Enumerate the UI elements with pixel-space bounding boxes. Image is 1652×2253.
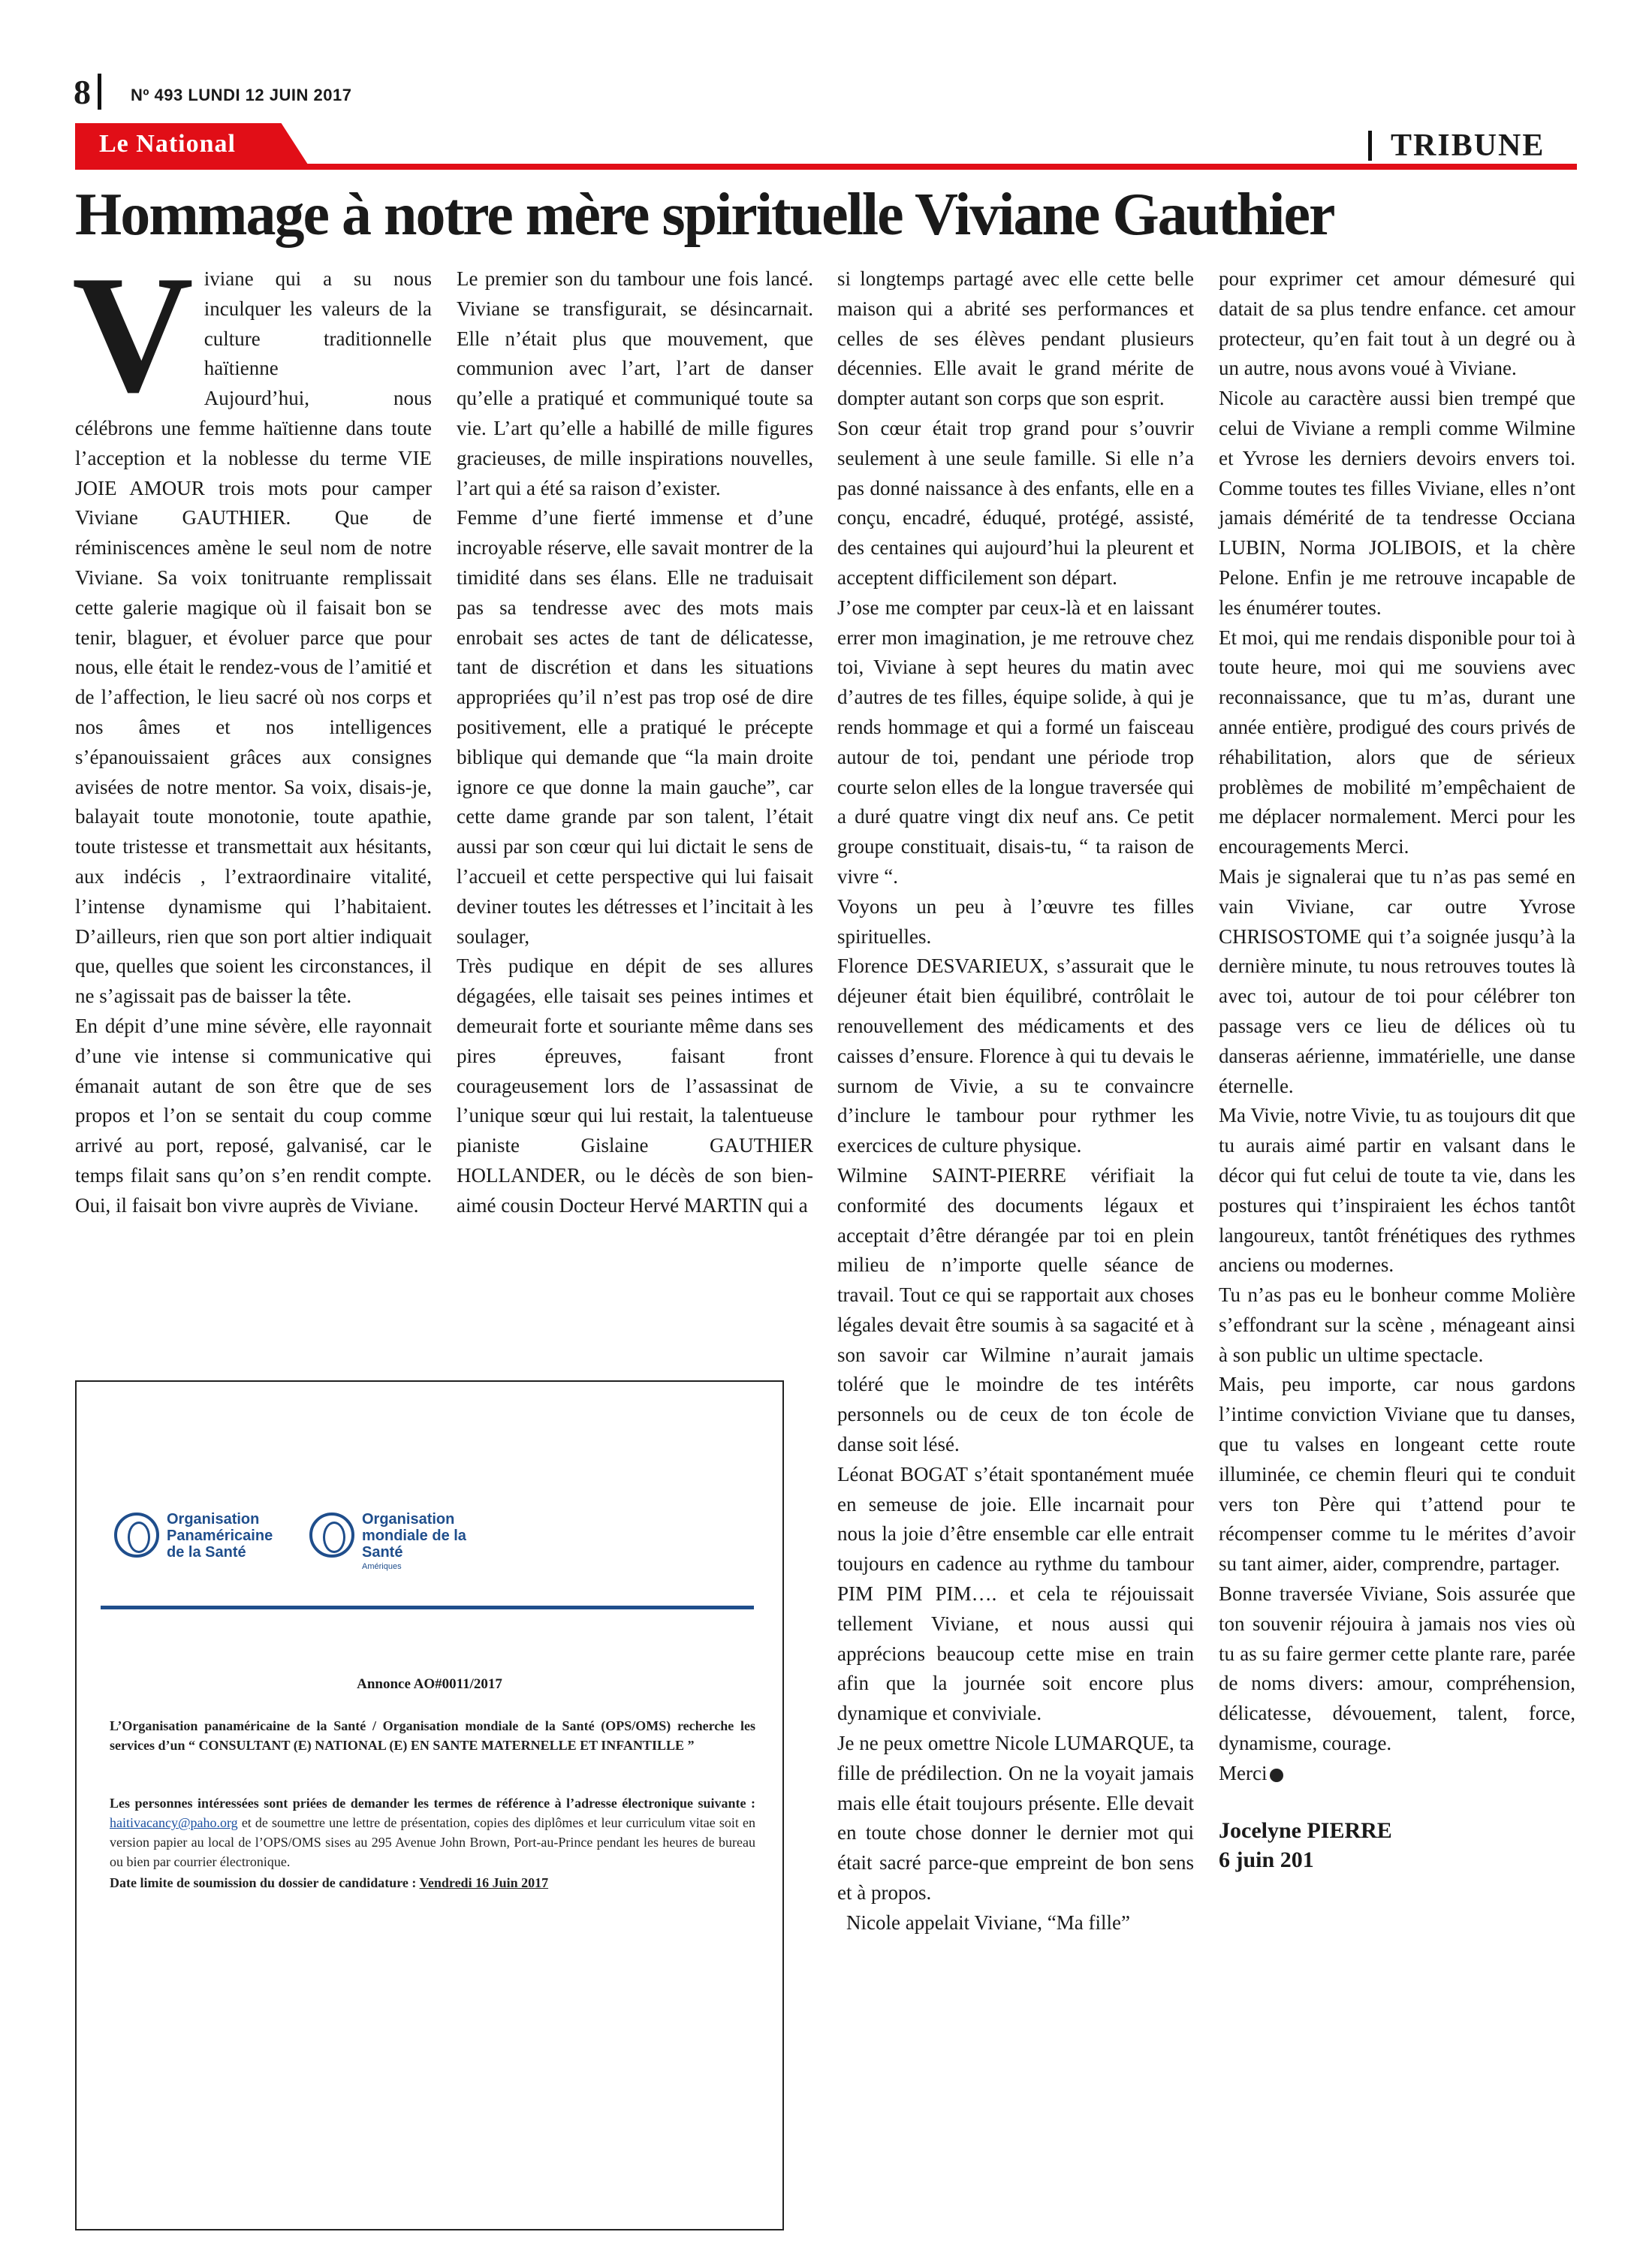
paragraph: iviane qui a su nous inculquer les valeurs de la culture traditionnelle haïtienne [203,267,432,380]
closing-word: Merci [1219,1761,1268,1784]
header-rule [75,164,1577,170]
issue-info: Nº 493 LUNDI 12 JUIN 2017 [131,86,352,104]
job-advertisement [75,1380,784,2230]
newspaper-name: Le National [99,130,236,158]
paragraph: Bonne traversée Viviane, Sois assurée que ton souvenir réjouira à jamais nos vies où tu as su faire germer cette plante rare, parée de noms divers: amour, compréhension, délicatesse, dévouement, talent, force, dynamisme, courage. [1219,1582,1575,1755]
paragraph: Voyons un peu à l’œuvre tes filles spirituelles. [837,894,1194,948]
paragraph: Tu n’as pas eu le bonheur comme Molière s’effondrant sur la scène , ménageant ainsi à son public un ultime spectacle. [1219,1283,1575,1366]
paragraph: Ma Vivie, notre Vivie, tu as toujours dit que tu aurais aimé partir en valsant dans le décor qui fut celui de toute ta vie, dans les postures qui t’inspiraient les échos tantôt langoureux, tantôt frénétiques des rythmes anciens ou modernes. [1219,1104,1575,1277]
who-emblem-icon [309,1513,354,1558]
ad-rule [101,1606,754,1609]
section-name: TRIBUNE [1391,128,1545,163]
page-number-divider [98,74,101,110]
paragraph: J’ose me compter par ceux-là et en laissant errer mon imagination, je me retrouve chez toi, Viviane à sept heures du matin avec d’autres de tes filles, équipe solide, à qui je rends hommage et qui a formé un faisceau autour de toi, pendant une période trop courte selon elles de la longue traversée qui a duré quatre vingt dix neuf ans. Ce petit groupe constituait, disais-tu, “ ta raison de vivre “. [837,596,1194,888]
paragraph: Nicole au caractère aussi bien trempé que celui de Viviane a rempli comme Wilmine et Yvrose les derniers devoirs envers toi. Comme toutes tes filles Viviane, elles n’ont jamais démérité de ta tendresse Occiana LUBIN, Norma JOLIBOIS, et la chère Pelone. Enfin je me retrouve incapable de les énumérer toutes. [1219,387,1575,619]
ad-reference: Annonce AO#0011/2017 [357,1676,502,1692]
ad-deadline-date: Vendredi 16 Juin 2017 [419,1875,549,1890]
paragraph: Léonat BOGAT s’était spontanément muée en semeuse de joie. Elle incarnait pour nous la joie d’être ensemble car elle entrait toujours en cadence au rythme du tambour PIM PIM PIM…. et cela te réjouissait tellement Viviane, et nous aussi qui apprécions beaucoup cette mise en train afin que la journée soit encore plus dynamique et conviviale. [837,1462,1194,1725]
paragraph: Mais, peu importe, car nous gardons l’intime conviction Viviane que tu danses, que tu valses en longeant cette route illuminée, ce chemin fleuri qui te conduit vers ton Père qui t’attend pour te récompenser comme tu le mérites d’avoir su tant aimer, aider, comprendre, partager. [1219,1373,1575,1576]
paragraph: Femme d’une fierté immense et d’une incroyable réserve, elle savait montrer de la timidité dans ses élans. Elle ne traduisait pas sa tendresse avec des mots mais enrobait ses actes de tant de délicatesse, tant de discrétion et dans les situations appropriées qu’il n’est pas trop osé de dire positivement, elle a pratiqué le précepte biblique qui demande que “la main droite ignore ce que donne la main gauche”, car cette dame grande par son talent, l’était aussi par son cœur qui lui dictait le sens de l’accueil et cette perspective qui lui faisait deviner toutes les détresses et l’incitait à les soulager, [457,506,813,948]
paragraph: Son cœur était trop grand pour s’ouvrir seulement à une seule famille. Si elle n’a pas donné naissance à des enfants, elle en a conçu, encadré, éduqué, protégé, assisté, des centaines qui aujourd’hui la pleurent et acceptent difficilement son départ. [837,416,1194,589]
globe-icon [114,1513,159,1558]
drop-cap: V [72,241,194,427]
paragraph: Le premier son du tambour une fois lancé. Viviane se transfigurait, se désincarnait. Elle n’était plus que mouvement, que communion avec l’art, l’art de danser qu’elle a pratiqué et communiqué toute sa vie. L’art qu’elle a habillé de mille figures gracieuses, de mille inspirations nouvelles, l’art qui a été sa raison d’exister. [457,267,813,499]
article-column-4 [1219,264,1575,2217]
ad-deadline-label: Date limite de soumission du dossier de candidature : [110,1875,420,1890]
who-logo-subtext: Amériques [362,1562,402,1571]
page-number: 8 [74,73,91,111]
section-divider [1368,131,1372,161]
ad-deadline [110,1873,755,1893]
who-logo-text: Organisation mondiale de la Santé [362,1511,466,1561]
paho-logo-text: Organisation Panaméricaine de la Santé [167,1511,273,1561]
paragraph: Nicole appelait Viviane, “Ma fille” [846,1911,1130,1934]
article-column-3 [837,264,1194,2217]
paragraph: Wilmine SAINT-PIERRE vérifiait la conformité des documents légaux et acceptait d’être dérangée par toi en plein milieu de n’importe quelle séance de travail. Tout ce qui se rapportait aux choses légales devait être soumis à sa sagacité et à son savoir car Wilmine n’aurait jamais toléré que le moindre de tes intérêts personnels ou de ceux de ton école de danse soit lésé. [837,1163,1194,1456]
article-column-2 [457,264,813,1368]
paragraph: si longtemps partagé avec elle cette belle maison qui a abrité ses performances et celles de ses élèves pendant plusieurs décennies. Elle avait le grand mérite de dompter autant son corps que son esprit. [837,267,1194,410]
paragraph: Mais je signalerai que tu n’as pas semé en vain Viviane, car outre Yvrose CHRISOSTOME qui t’a soignée jusqu’à la dernière minute, tu nous retrouves toutes là avec toi, autour de toi pour célébrer ton passage vers ce lieu de délices où tu danseras aérienne, immatérielle, une danse éternelle. [1219,864,1575,1097]
article-column-1 [72,241,432,1368]
end-mark-icon [1270,1769,1283,1782]
paragraph: Très pudique en dépit de ses allures dégagées, elle taisait ses peines intimes et demeurait forte et souriante même dans ses pires épreuves, faisant front courageusement lors de l’assassinat de l’unique sœur qui lui restait, la talentueuse pianiste Gislaine GAUTHIER HOLLANDER, ou le décès de son bien-aimé cousin Docteur Hervé MARTIN qui a [457,955,813,1217]
paragraph: En dépit d’une mine sévère, elle rayonnait d’une vie intense si communicative qui émanait autant de son être que de ses propos et l’on se sentait du coup comme arrivé au port, reposé, galvanisé, car le temps filait sans qu’on s’en rendit compte. Oui, il faisait bon vivre auprès de Viviane. [75,1014,432,1217]
paragraph: Florence DESVARIEUX, s’assurait que le déjeuner était bien équilibré, contrôlait le renouvellement des médicaments et des caisses d’ensure. Florence à qui tu devais le surnom de Vivie, a su te convaincre d’inclure le tambour pour rythmer les exercices de culture physique. [837,955,1194,1157]
ad-email-link[interactable]: haitivacancy@paho.org [110,1815,238,1830]
author-name: Jocelyne PIERRE [1219,1817,1392,1843]
paragraph: Et moi, qui me rendais disponible pour toi à toute heure, moi qui me souviens avec reconnaissance, que tu m’as, durant une année entière, prodigué des cours privés de réhabilitation, alors que de sérieux problèmes de mobilité m’empêchaient de me déplacer normalement. Merci pour les encouragements Merci. [1219,626,1575,858]
ad-instructions-end: et de soumettre une lettre de présentation, copies des diplômes et leur curriculum vitae soit en version papier au local de l’OPS/OMS sises au 295 Avenue John Brown, Port-au-Prince pendant les heures de bureau ou bien par courrier électronique. [110,1815,755,1869]
paragraph: Je ne peux omettre Nicole LUMARQUE, ta fille de prédilection. On ne la voyait jamais mais elle était toujours présente. Elle devait en toute chose donner le dernier mot qui était sacré parce-que empreint de bon sens et à propos. [837,1732,1194,1905]
ad-logos [114,1510,535,1577]
paragraph: pour exprimer cet amour démesuré qui datait de sa plus tendre enfance. cet amour protecteur, qu’en fait tout à un degré ou à un autre, nous avons voué à Viviane. [1219,267,1575,380]
paragraph: Aujourd’hui, nous célébrons une femme haïtienne dans toute l’acception et la noblesse du terme VIE JOIE AMOUR trois mots pour camper Viviane GAUTHIER. Que de réminiscences amène le seul nom de notre Viviane. Sa voix tonitruante remplissait cette galerie magique où il faisait bon se tenir, blaguer, et évoluer parce que pour nous, elle était le rendez-vous de l’amitié et de l’affection, le lieu sacré où nos corps et nos âmes et nos intelligences s’épanouissaient grâces aux consignes avisées de notre mentor. Sa voix, disais-je, balayait toute monotonie, toute apathie, toute tristesse et transmettait aux hésitants, aux indécis , l’extraordinaire vitalité, l’intense dynamisme qui l’habitaient. D’ailleurs, rien que son port altier indiquait que, quelles que soient les circonstances, il ne s’agissait pas de baisser la tête. [75,387,432,1008]
closing-line [1219,1759,1575,1789]
ad-instructions-start: Les personnes intéressées sont priées de demander les termes de référence à l’adresse électronique suivante : [110,1796,755,1811]
article-headline: Hommage à notre mère spirituelle Viviane Gauthier [75,182,1334,248]
article-date: 6 juin 201 [1219,1847,1314,1873]
ad-instructions [110,1793,755,1871]
ad-intro: L’Organisation panaméricaine de la Santé / Organisation mondiale de la Santé (OPS/OMS) recherche les services d’un “ CONSULTANT (E) NATIONAL (E) EN SANTE MATERNELLE ET INFANTILLE ” [110,1718,755,1753]
